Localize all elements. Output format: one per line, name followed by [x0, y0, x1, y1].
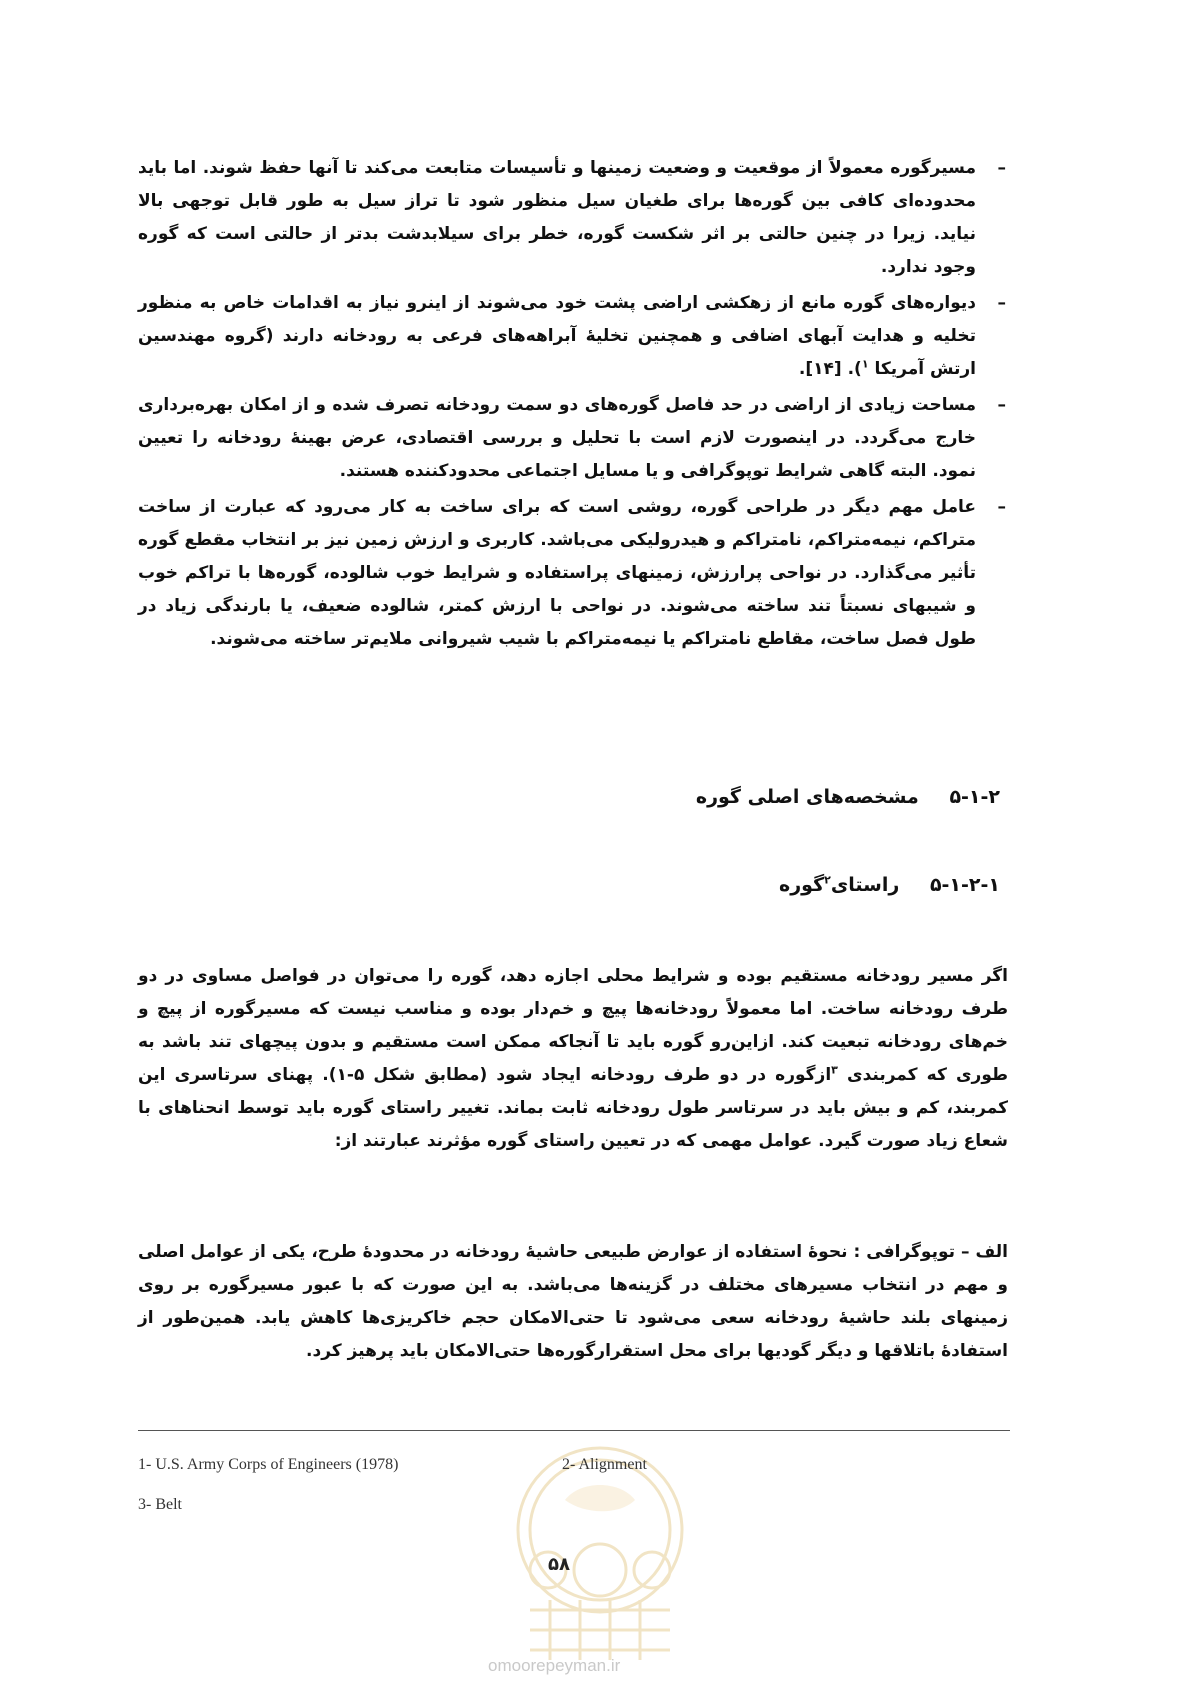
bullet-text: مساحت زیادی از اراضی در حد فاصل گوره‌های دو سمت رودخانه تصرف شده و از امکان بهره‌برداری خارج می‌گردد. در اینصورت لازم است با تحلیل و بررسی اقتصادی، عرض بهینهٔ رودخانه را تعیین نمود. البته گاهی شرایط توپوگرافی و یا مسایل اجتماعی محدودکننده هستند. — [138, 395, 976, 481]
footnote-1: 1- U.S. Army Corps of Engineers (1978) — [138, 1456, 399, 1473]
bullet-item — [138, 389, 1008, 488]
footnote-marker: ۳ — [831, 1063, 838, 1077]
bullet-dash: – — [997, 158, 1006, 178]
paragraph-text-part: اگر مسیر رودخانه مستقیم بوده و شرایط محلی اجازه دهد، گوره را می‌توان در فواصل مساوی در دو طرف رودخانه ساخت. اما معمولاً رودخانه‌ها پیچ و خم‌دار بوده و مناسب نیست که مسیرگوره از پیچ و خم‌های رودخانه تبعیت کند. ازاین‌رو گوره باید تا آنجاکه ممکن است مستقیم و بدون پیچهای تند باشد به طوری که کمربندی — [138, 966, 1009, 1085]
footnote-marker: ۲ — [824, 873, 831, 887]
bullet-dash: – — [997, 497, 1006, 517]
footnote-3: 3- Belt — [138, 1496, 182, 1513]
bullet-item — [138, 287, 1008, 386]
bullet-dash: – — [997, 293, 1006, 313]
subsection-title-part: راستای — [830, 874, 900, 896]
bullet-text-part: ). [۱۴]. — [798, 359, 862, 379]
footnote-marker: ۱ — [861, 357, 869, 371]
bullet-item — [138, 152, 1008, 284]
subsection-number: ۵-۱-۲-۱ — [929, 874, 1000, 896]
bullet-item — [138, 491, 1008, 656]
watermark-url: omoorepeyman.ir — [488, 1656, 621, 1675]
page-number: ۵۸ — [548, 1554, 570, 1575]
bullet-text: عامل مهم دیگر در طراحی گوره، روشی است که برای ساخت به کار می‌رود که عبارت از ساخت متراکم، نیمه‌متراکم، نامتراکم و هیدرولیکی می‌باشد. کاربری و ارزش زمین نیز بر انتخاب مقطع گوره تأثیر می‌گذارد. در نواحی پرارزش، زمینهای پراستفاده و شرایط خوب شالوده، گوره‌ها با تراکم خوب و شیبهای نسبتاً تند ساخته می‌شوند. در نواحی با ارزش کمتر، شالوده ضعیف، یا بارندگی زیاد در طول فصل ساخت، مقاطع نامتراکم یا نیمه‌متراکم با شیب شیروانی ملایم‌تر ساخته می‌شوند. — [138, 497, 976, 649]
section-heading — [300, 786, 1000, 808]
bullet-text-part: دیواره‌های گوره مانع از زهکشی اراضی پشت خود می‌شوند از اینرو نیاز به اقدامات خاص به منظور تخلیه و هدایت آبهای اضافی و همچنین تخلیهٔ آبراهه‌های فرعی به رودخانه دارند (گروه مهندسین ارتش آمریکا — [138, 293, 976, 379]
list-item-alef: الف – توپوگرافی : نحوهٔ استفاده از عوارض طبیعی حاشیهٔ رودخانه در محدودهٔ طرح، یکی از عوامل اصلی و مهم در انتخاب مسیرهای مختلف در گزینه‌ها می‌باشد. به این صورت که با عبور مسیرگوره بر روی زمینهای بلند حاشیهٔ رودخانه سعی می‌شود تا حتی‌الامکان حجم خاکریزی‌ها کاهش یابد. همین‌طور از استفادهٔ باتلاقها و دیگر گودیها برای محل استقرارگوره‌ها حتی‌الامکان باید پرهیز کرد. — [138, 1242, 1008, 1361]
subsection-title-part: گوره — [779, 874, 825, 896]
subsection-heading — [300, 874, 1000, 896]
bullet-text — [138, 287, 976, 386]
body-paragraph — [138, 960, 1008, 1158]
section-title: مشخصه‌های اصلی گوره — [695, 786, 919, 808]
bullet-text: مسیرگوره معمولاً از موقعیت و وضعیت زمینها و تأسیسات متابعت می‌کند تا آنها حفظ شوند. اما باید محدوده‌ای کافی بین گوره‌ها برای طغیان سیل منظور شود تا تراز سیل به طور قابل توجهی بالا نیاید. زیرا در چنین حالتی بر اثر شکست گوره، خطر برای سیلابدشت بدتر از حالتی است که گوره وجود ندارد. — [138, 158, 976, 277]
paragraph-text-part: ازگوره در دو طرف رودخانه ایجاد شود (مطابق شکل ۵-۱). پهنای سرتاسری این کمربند، کم و بیش باید در سرتاسر طول رودخانه ثابت بماند. تغییر راستای گوره باید توسط انحناهای با شعاع زیاد صورت گیرد. عوامل مهمی که در تعیین راستای گوره مؤثرند عبارتند از: — [138, 1065, 1008, 1151]
section-number: ۵-۱-۲ — [949, 786, 1000, 808]
bullet-list — [138, 152, 1008, 659]
bullet-dash: – — [997, 395, 1006, 415]
footnote-2: 2- Alignment — [562, 1456, 647, 1473]
